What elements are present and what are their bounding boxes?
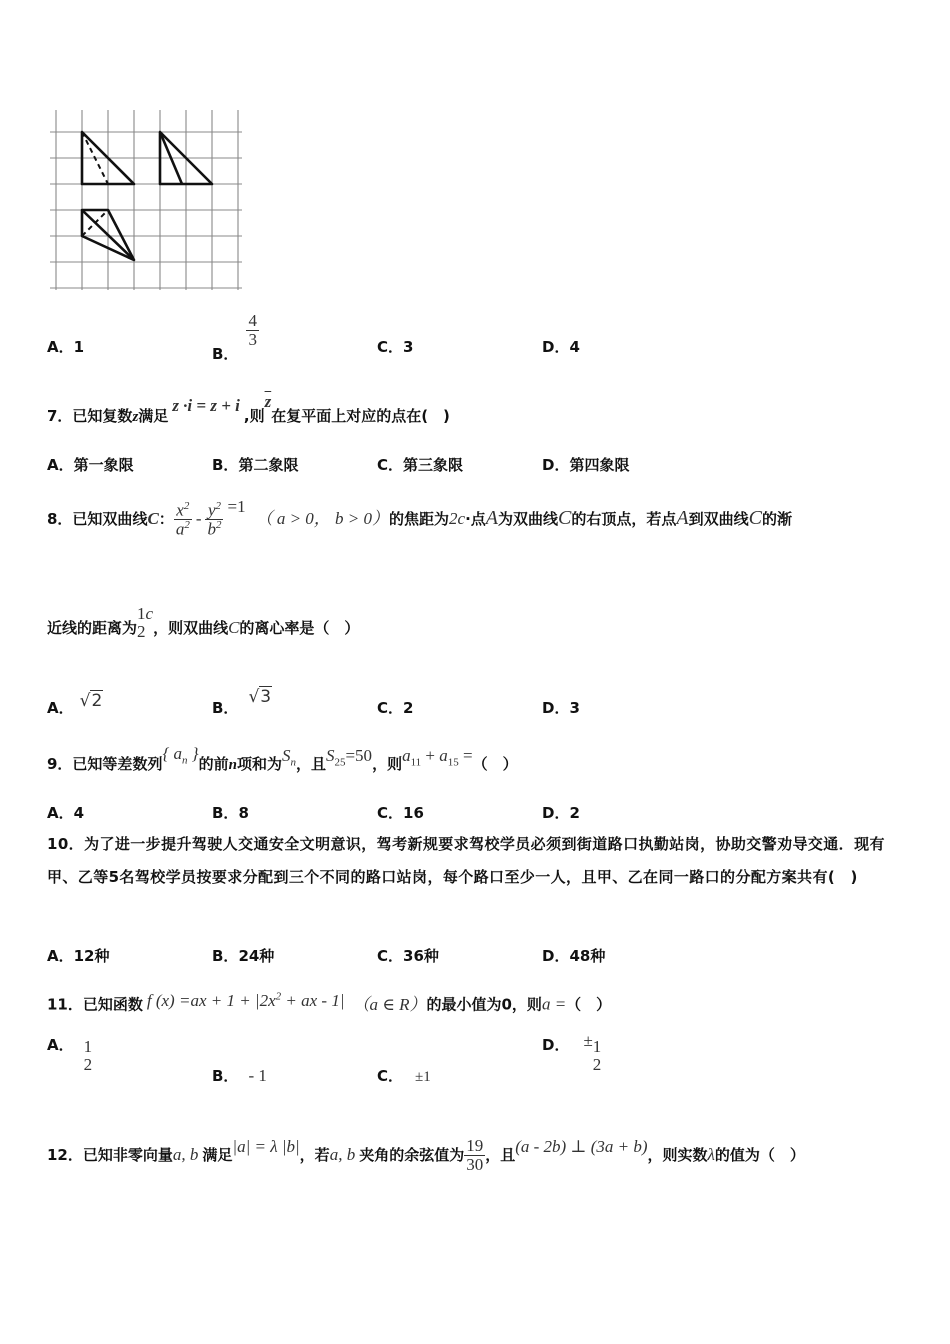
q8-condition: （ a > 0， b > 0）: [255, 509, 390, 528]
q9-mid2: 项和为: [236, 755, 282, 773]
option-label: B．: [212, 804, 239, 822]
q7-zbar: $\overline{z}$: [264, 392, 272, 411]
q8-line2-mid: ，则双曲线: [153, 619, 229, 637]
q12-condition: |a| = λ |b|: [232, 1137, 300, 1156]
q12-mid3: 夹角的余弦值为: [359, 1146, 465, 1164]
option-value: 8: [238, 804, 249, 822]
q12-suffix: ，则实数: [647, 1146, 708, 1164]
q8-to: 到双曲线: [688, 510, 749, 528]
q11-a-eq: a =: [541, 994, 567, 1014]
option-label: C．: [377, 699, 404, 717]
q10-option-b[interactable]: [212, 945, 274, 966]
q6-option-c[interactable]: [377, 336, 413, 357]
q12-cosine-fraction: $\frac{19}{30}$: [466, 1136, 484, 1174]
q12-mid: 满足: [202, 1146, 233, 1164]
q8-right-vertex: 的右顶点，若点: [571, 510, 677, 528]
q9-sequence: { $a_n$ }: [162, 744, 199, 767]
q11-paren: （ ）: [566, 995, 612, 1014]
q7-option-d[interactable]: [542, 454, 629, 475]
q11-function: f $(x) =ax + 1 + |2x^2$ + ax - 1|: [146, 990, 345, 1010]
q7-equation: z ·i = z + i: [172, 396, 240, 415]
q7-option-c[interactable]: [377, 454, 463, 475]
q8-focal: 的焦距为: [389, 510, 450, 528]
q7-option-b[interactable]: [212, 454, 298, 475]
option-value: 16: [403, 804, 424, 822]
option-label: A．: [47, 699, 74, 717]
q9-option-b[interactable]: [212, 802, 249, 823]
q9-option-c[interactable]: [377, 802, 424, 823]
option-label: A．: [47, 456, 74, 474]
q8-equals: =1: [227, 497, 246, 516]
q12-lambda: λ: [707, 1145, 715, 1164]
q8-half: 1 2: [137, 603, 146, 641]
q8-dot: ·点: [465, 510, 486, 528]
option-label: D．: [542, 456, 570, 474]
q8-curve-name: C: [558, 507, 572, 529]
q6-option-b[interactable]: [212, 311, 259, 363]
question-9: [47, 744, 518, 790]
option-value: 第四象限: [569, 456, 630, 474]
q11-option-d[interactable]: [542, 1031, 602, 1074]
q12-vectors: a, b: [329, 1145, 356, 1164]
option-value: 2: [403, 699, 414, 717]
option-value: - 1: [248, 1066, 267, 1085]
q9-a11-a15: $a_{11} + a_{15}$ =: [402, 746, 473, 769]
q7-option-a[interactable]: [47, 454, 134, 475]
q12-suffix2: 的值为（ ）: [714, 1146, 805, 1164]
option-fraction: 1 2: [83, 1037, 93, 1074]
q8-point-a: A: [676, 507, 689, 529]
q8-option-c[interactable]: [377, 697, 413, 718]
option-value: 3: [403, 338, 414, 356]
q9-mid: 的前: [198, 755, 229, 773]
option-label: B．: [212, 947, 239, 965]
sqrt-icon: √3: [248, 687, 272, 707]
option-value: 4: [73, 804, 85, 822]
q7-then: ,则: [243, 407, 265, 425]
q8-option-a[interactable]: [47, 690, 103, 717]
q12-mid2: ，若: [299, 1146, 330, 1164]
option-label: D．: [542, 804, 570, 822]
question-11: [47, 980, 611, 1025]
q9-paren: （ ）: [472, 755, 518, 773]
q8-option-b[interactable]: [212, 687, 272, 717]
option-label: B．: [212, 699, 239, 717]
option-label: C．: [377, 456, 404, 474]
option-label: A．: [47, 947, 74, 965]
option-value: 第三象限: [403, 456, 464, 474]
option-label: A．: [47, 804, 74, 822]
option-value: 第一象限: [73, 456, 134, 474]
option-label: D．: [542, 1036, 570, 1055]
q8-prefix: 8．已知双曲线: [47, 510, 148, 528]
option-label: B．: [212, 344, 239, 363]
q10-option-a[interactable]: [47, 945, 109, 966]
q8-c: c: [145, 604, 154, 623]
option-label: B．: [212, 1067, 239, 1085]
q9-s25: $S_{25}$: [325, 746, 346, 769]
option-fraction: 1 2: [592, 1037, 602, 1074]
q11-mid: 的最小值为0，则: [426, 995, 542, 1014]
q7-var: z: [132, 409, 139, 425]
q9-and: ，且: [295, 755, 326, 773]
option-value: 1: [73, 338, 85, 356]
option-label: D．: [542, 947, 570, 965]
q10-option-c[interactable]: [377, 945, 439, 966]
q9-prefix: 9．已知等差数列: [47, 755, 163, 773]
q8-asym: 的渐: [761, 510, 792, 528]
q12-perpendicular: (a - 2b) ⊥ (3a + b): [515, 1137, 648, 1156]
q7-prefix: 7．已知复数: [47, 407, 133, 425]
q11-option-b[interactable]: [212, 1065, 267, 1086]
three-view-figure-icon: [50, 110, 245, 295]
q9-then: ，则: [372, 755, 403, 773]
q11-condition: （a ∈ R）: [352, 994, 427, 1014]
option-value: 48种: [569, 947, 606, 965]
q8-line2-prefix: 近线的距离为: [47, 619, 138, 637]
question-12: [47, 1122, 805, 1188]
q8-point-a: A: [485, 507, 499, 529]
q7-mid: 满足: [138, 407, 169, 425]
q8-curve-name: C: [147, 509, 159, 528]
option-value: 12种: [73, 947, 110, 965]
q12-prefix: 12．已知非零向量: [47, 1146, 173, 1164]
question-8-line-1: [47, 488, 792, 549]
option-label: C．: [377, 947, 404, 965]
q9-n: n: [228, 757, 237, 773]
option-fraction: $\frac{4}{3}$: [248, 311, 257, 349]
option-label: D．: [542, 338, 570, 356]
q6-option-d[interactable]: [542, 336, 580, 357]
option-label: C．: [377, 1067, 404, 1085]
q9-option-d[interactable]: [542, 802, 580, 823]
option-label: A．: [47, 338, 74, 356]
option-label: C．: [377, 338, 404, 356]
option-value: 2: [569, 804, 580, 822]
q8-is-vertex: 为双曲线: [498, 510, 559, 528]
q8-line2-suffix: 的离心率是（ ）: [239, 619, 360, 637]
q11-option-c[interactable]: [377, 1065, 431, 1086]
q10-option-d[interactable]: [542, 945, 605, 966]
q12-vectors: a, b: [172, 1145, 199, 1164]
question-7: [47, 392, 450, 437]
option-value: 4: [569, 338, 580, 356]
q6-option-a[interactable]: [47, 336, 84, 357]
q11-option-a[interactable]: [47, 1038, 92, 1074]
q12-and: ，且: [485, 1146, 516, 1164]
option-label: D．: [542, 699, 570, 717]
option-value: 3: [569, 699, 580, 717]
option-value: 36种: [403, 947, 439, 965]
q8-fraction-y: $\frac{y^2}{b^2}$: [207, 499, 222, 539]
option-label: C．: [377, 804, 404, 822]
q11-prefix: 11．已知函数: [47, 995, 143, 1014]
option-label: A．: [47, 1036, 74, 1055]
q8-2c: 2c: [449, 509, 466, 528]
q8-minus: -: [195, 509, 202, 528]
option-value: 24种: [238, 947, 275, 965]
q8-curve-name: C: [228, 618, 240, 637]
q8-option-d[interactable]: [542, 697, 580, 718]
q9-eq50: =50: [345, 746, 373, 765]
option-value: 第二象限: [238, 456, 299, 474]
question-10: 10．为了进一步提升驾驶人交通安全文明意识，驾考新规要求驾校学员必须到街道路口执勤站岗，协助交警劝导交通．现有甲、乙等5名驾校学员按要求分配到三个不同的路口站岗，每个路口至少一人，且甲、乙在同一路口的分配方案共有( ): [47, 835, 885, 886]
q7-suffix: 在复平面上对应的点在( ): [271, 407, 450, 425]
sqrt-icon: √2: [79, 691, 103, 711]
q9-sn: $S_n$: [281, 746, 296, 769]
option-label: B．: [212, 456, 239, 474]
q8-colon: ：: [158, 510, 174, 528]
q8-fraction-x: $\frac{x^2}{a^2}$: [175, 499, 190, 539]
plus-minus-icon: ±: [583, 1031, 593, 1051]
q9-option-a[interactable]: [47, 802, 84, 823]
q8-curve-name: C: [748, 507, 762, 529]
question-8-line-2: [47, 598, 359, 658]
option-value: ±1: [415, 1069, 431, 1085]
